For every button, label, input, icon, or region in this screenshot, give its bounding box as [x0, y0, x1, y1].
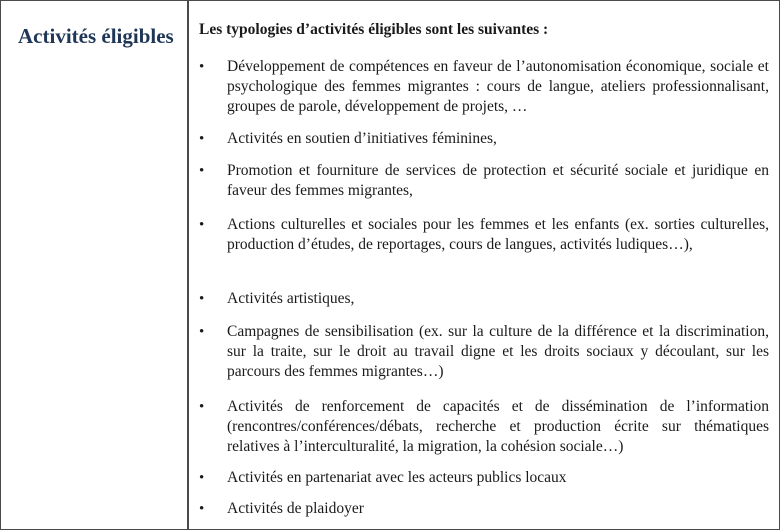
list-item-text: Activités de plaidoyer — [227, 500, 364, 517]
list-item-text: Activités en partenariat avec les acteurs publics locaux — [227, 469, 567, 486]
intro-text: Les typologies d’activités éligibles sont les suivantes : — [199, 21, 549, 38]
list-item-text: Promotion et fourniture de services de protection et sécurité sociale et juridique en faveur des femmes migrantes, — [227, 162, 769, 199]
list-item-text: Activités en soutien d’initiatives féminines, — [227, 130, 497, 147]
bullet-icon: • — [199, 131, 205, 147]
bullet-icon: • — [199, 163, 205, 179]
list-item-text: Actions culturelles et sociales pour les femmes et les enfants (ex. sorties culturelles, production d’études, de reportages, cours de langues, activités ludiques…), — [227, 216, 769, 253]
bullet-icon: • — [199, 59, 205, 75]
bullet-icon: • — [199, 291, 205, 307]
bullet-icon: • — [199, 501, 205, 517]
list-item-text: Activités artistiques, — [227, 290, 355, 307]
content-cell — [199, 1, 771, 529]
label-cell — [1, 1, 189, 529]
bullet-icon: • — [199, 470, 205, 486]
section-heading: Activités éligibles — [18, 24, 174, 48]
bullet-icon: • — [199, 399, 205, 415]
bullet-icon: • — [199, 217, 205, 233]
list-item-text: Campagnes de sensibilisation (ex. sur la culture de la différence et la discrimination, sur la traite, sur le droit au travail digne et les droits sociaux y découlant, sur les parcours des femmes migrantes…) — [227, 323, 769, 380]
bullet-icon: • — [199, 324, 205, 340]
list-item-text: Activités de renforcement de capacités et de dissémination de l’information (rencontres/conférences/débats, recherche et production écrite sur thématiques relatives à l’interculturalité, la migration, la cohésion sociale…) — [227, 398, 769, 455]
list-item-text: Développement de compétences en faveur de l’autonomisation économique, sociale et psychologique des femmes migrantes : cours de langue, ateliers professionnalisant, groupes de parole, développement de projets, … — [227, 58, 769, 115]
